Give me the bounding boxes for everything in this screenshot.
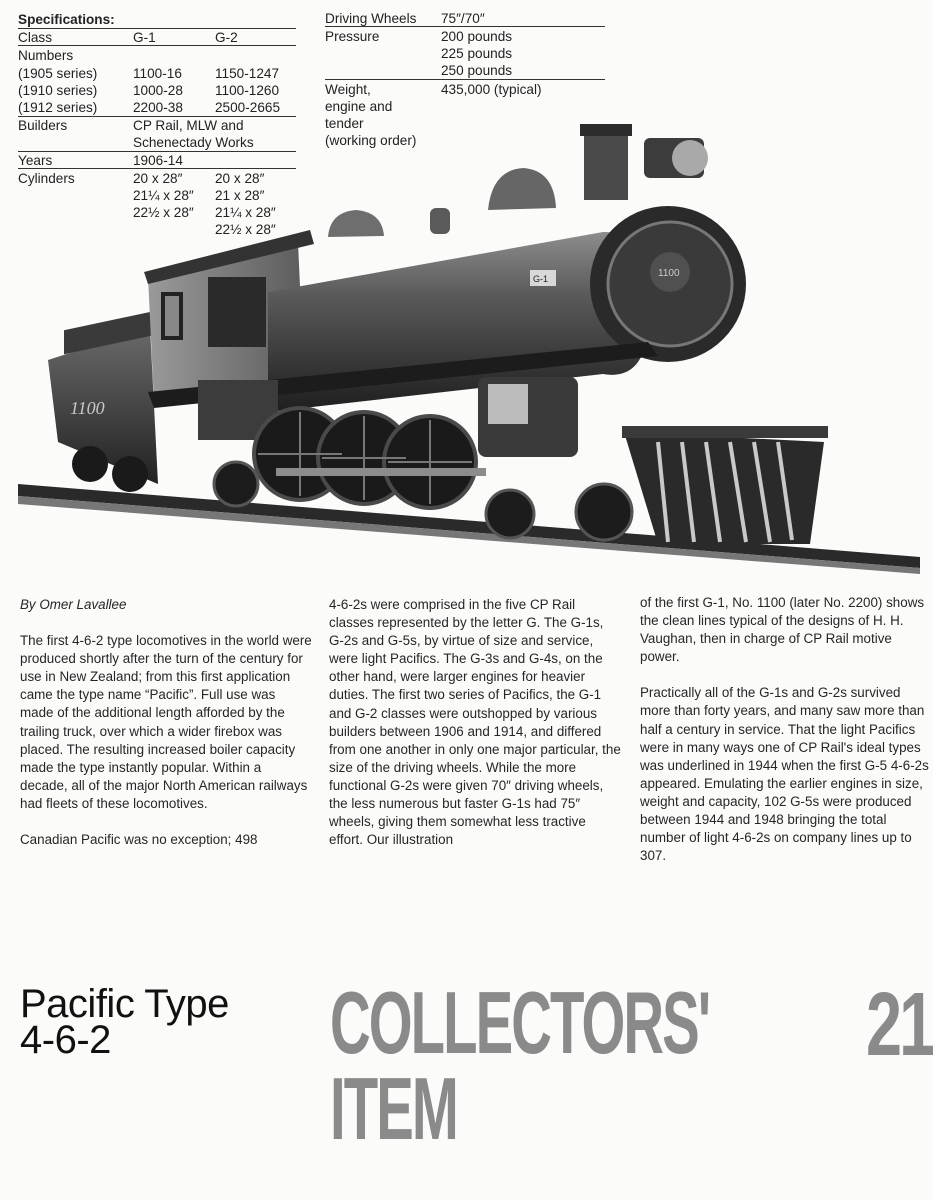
article-column-1 — [20, 596, 312, 867]
cylinders-g1: 22½ x 28″ — [133, 205, 194, 220]
divider — [325, 26, 605, 27]
series-label: (1910 series) — [18, 83, 98, 98]
driving-wheels-label: Driving Wheels — [325, 11, 417, 26]
weight-label: tender — [325, 116, 364, 131]
years-label: Years — [18, 153, 53, 168]
cylinders-label: Cylinders — [18, 171, 75, 186]
type-name: Pacific Type — [20, 982, 229, 1026]
paragraph: Canadian Pacific was no exception; 498 — [20, 832, 258, 848]
driving-wheels-value: 75″/70″ — [441, 11, 485, 26]
byline: By Omer Lavallee — [20, 597, 127, 612]
article-column-3 — [640, 594, 932, 883]
cylinders-g1: 20 x 28″ — [133, 171, 183, 186]
article-column-2 — [329, 596, 621, 867]
weight-value: 435,000 (typical) — [441, 82, 542, 97]
cylinders-g2: 21 x 28″ — [215, 188, 265, 203]
page-number: 21 — [866, 975, 933, 1075]
paragraph: Practically all of the G-1s and G-2s survived more than forty years, and many saw more than half a century in service. That the light Pacifics were in many ways one of CP Rail's ideal types was underlined in 1944 when the first G-5 4-6-2s appeared. Emulating the earlier engines in size, weight and capacity, 102 G-5s were produced between 1944 and 1948 bringing the total number of light 4-6-2s on company lines up to 307. — [640, 685, 929, 864]
builders-label: Builders — [18, 118, 68, 133]
pressure-value: 200 pounds — [441, 29, 513, 44]
wheel-arrangement: 4-6-2 — [20, 1018, 111, 1062]
locomotive-type-title — [20, 982, 229, 1062]
paragraph: 4-6-2s were comprised in the five CP Rail classes represented by the letter G. The G-1s, G-2s and G-5s, by virtue of size and service, were light Pacifics. The G-3s and G-4s, on the other hand, were larger engines for heavier duties. The first two series of Pacifics, the G-1 and G-2 classes were outshopped by various builders between 1906 and 1914, and differed from one another in only one major particular, the size of the driving wheels. While the more functional G-2s were given 70″ driving wheels, the less numerous but faster G-1s had 75″ wheels, giving them somewhat less tractive effort. Our illustration — [329, 597, 621, 848]
locomotive-photo — [18, 112, 920, 574]
pressure-value: 225 pounds — [441, 46, 513, 61]
series-label: (1905 series) — [18, 66, 98, 81]
cylinders-g1: 21¼ x 28″ — [133, 188, 194, 203]
builders-value: Schenectady Works — [133, 135, 254, 150]
divider — [325, 79, 605, 80]
collectors-item-heading — [330, 973, 710, 1158]
paragraph: of the first G-1, No. 1100 (later No. 2200) shows the clean lines typical of the designs of H. H. Vaughan, then in charge of CP Rail motive power. — [640, 595, 925, 665]
series-g1: 1100-16 — [133, 66, 182, 81]
numbers-label: Numbers — [18, 48, 74, 63]
class-plate: G-1 — [533, 274, 549, 284]
years-value: 1906-14 — [133, 153, 183, 168]
pressure-value: 250 pounds — [441, 63, 513, 78]
class-g1: G-1 — [133, 30, 156, 45]
tender-number: 1100 — [70, 398, 105, 418]
weight-label: engine and — [325, 99, 393, 114]
cylinders-g2: 20 x 28″ — [215, 171, 265, 186]
series-g1: 2200-38 — [133, 100, 183, 115]
divider — [18, 45, 296, 46]
cylinders-g2: 22½ x 28″ — [215, 222, 276, 237]
pressure-label: Pressure — [325, 29, 380, 44]
class-g2: G-2 — [215, 30, 238, 45]
series-g2: 2500-2665 — [215, 100, 281, 115]
series-g2: 1100-1260 — [215, 83, 279, 98]
builders-value: CP Rail, MLW and — [133, 118, 244, 133]
item-line: ITEM — [330, 1059, 457, 1158]
divider — [18, 28, 296, 29]
series-label: (1912 series) — [18, 100, 98, 115]
paragraph: The first 4-6-2 type locomotives in the world were produced shortly after the turn of the century for use in New Zealand; from this first application came the type name “Pacific”. Full use was made of the additional length afforded by the trailing truck, over which a wider firebox was placed. The resulting increased boiler capacity made the type instantly popular. Within a decade, all of the major North American railways had fleets of these locomotives. — [20, 633, 312, 811]
class-label: Class — [18, 30, 52, 45]
collectors-line: COLLECTORS' — [330, 973, 710, 1072]
engine-number: 1100 — [658, 268, 680, 279]
series-g2: 1150-1247 — [215, 66, 279, 81]
specifications-title: Specifications: — [18, 12, 115, 27]
weight-label: (working order) — [325, 133, 417, 148]
series-g1: 1000-28 — [133, 83, 183, 98]
cylinders-g2: 21¼ x 28″ — [215, 205, 276, 220]
weight-label: Weight, — [325, 82, 371, 97]
